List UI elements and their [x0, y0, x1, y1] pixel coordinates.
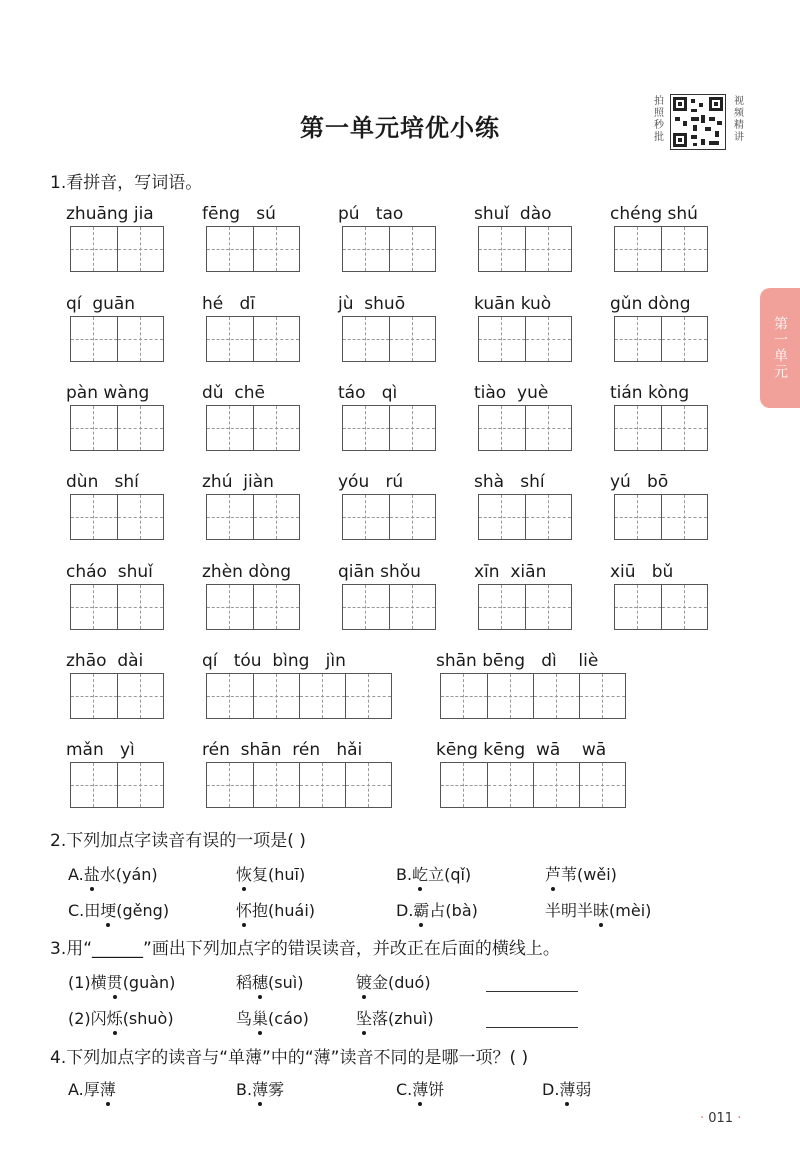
- writing-cell[interactable]: [71, 763, 117, 807]
- q2-option: [545, 862, 617, 885]
- option-text-suffix: 立(qǐ): [428, 865, 472, 884]
- writing-cell[interactable]: [343, 406, 389, 450]
- writing-cell[interactable]: [479, 406, 525, 450]
- writing-cell[interactable]: [207, 227, 253, 271]
- option-text-suffix: 水(yán): [99, 865, 158, 884]
- option-text-prefix: D.: [396, 901, 414, 920]
- pinyin-label: cháo shuǐ: [66, 562, 153, 582]
- option-text-suffix: (mèi): [609, 901, 652, 920]
- pinyin-label: yóu rú: [338, 472, 404, 492]
- writing-cell[interactable]: [71, 227, 117, 271]
- writing-grid: [70, 584, 164, 630]
- dotted-character: 怀: [236, 901, 253, 920]
- option-text-suffix: 抱(huái): [252, 901, 316, 920]
- dotted-character: 昧: [593, 901, 610, 920]
- writing-cell[interactable]: [253, 406, 299, 450]
- writing-grid: [614, 226, 708, 272]
- writing-grid: [70, 405, 164, 451]
- pinyin-label: qí guān: [66, 294, 136, 314]
- writing-cell[interactable]: [345, 763, 391, 807]
- writing-cell[interactable]: [71, 317, 117, 361]
- unit-side-tab-label: 第一单元: [772, 316, 788, 380]
- writing-cell[interactable]: [117, 674, 163, 718]
- pinyin-label: kuān kuò: [474, 294, 552, 314]
- unit-side-tab[interactable]: [760, 288, 800, 408]
- qr-right-text: 视频精讲: [734, 96, 744, 143]
- writing-grid: [342, 584, 436, 630]
- dotted-character: 薄: [412, 1080, 429, 1099]
- dotted-character: 盐: [83, 865, 100, 884]
- writing-grid: [70, 226, 164, 272]
- writing-grid: [342, 316, 436, 362]
- q2-option: [396, 898, 478, 921]
- option-text-suffix: 饼: [428, 1080, 445, 1099]
- pinyin-label: tián kòng: [610, 383, 690, 403]
- pinyin-label: dùn shí: [66, 472, 139, 492]
- qr-section: [652, 94, 748, 150]
- writing-cell[interactable]: [661, 227, 707, 271]
- option-text-suffix: (cáo): [268, 1009, 309, 1028]
- writing-cell[interactable]: [389, 317, 435, 361]
- writing-cell[interactable]: [389, 406, 435, 450]
- pinyin-label: zhú jiàn: [202, 472, 274, 492]
- option-text-suffix: 复(huī): [252, 865, 306, 884]
- writing-cell[interactable]: [525, 406, 571, 450]
- writing-cell[interactable]: [389, 585, 435, 629]
- dotted-character: 恢: [236, 865, 253, 884]
- qr-left-text: 拍照秒批: [654, 96, 664, 143]
- writing-cell[interactable]: [615, 227, 661, 271]
- writing-cell[interactable]: [117, 406, 163, 450]
- dotted-character: 坠: [356, 1009, 373, 1028]
- pinyin-label: xīn xiān: [474, 562, 547, 582]
- option-text-suffix: (suì): [268, 973, 304, 992]
- pinyin-label: pú tao: [338, 204, 404, 224]
- writing-cell[interactable]: [117, 317, 163, 361]
- option-text-prefix: D.: [542, 1080, 560, 1099]
- writing-cell[interactable]: [615, 495, 661, 539]
- option-text-suffix: 雾: [268, 1080, 285, 1099]
- writing-cell[interactable]: [661, 585, 707, 629]
- writing-cell[interactable]: [579, 674, 625, 718]
- pinyin-label: zhāo dài: [66, 651, 144, 671]
- option-text-suffix: (gěng): [116, 901, 170, 920]
- writing-cell[interactable]: [615, 406, 661, 450]
- dotted-character: 穗: [252, 973, 269, 992]
- writing-grid: [478, 494, 572, 540]
- option-text-prefix: 半明半: [545, 901, 594, 920]
- writing-grid: [206, 762, 392, 808]
- q3-item: [68, 1006, 174, 1029]
- writing-cell[interactable]: [389, 227, 435, 271]
- q4-option: [68, 1077, 116, 1100]
- option-text-suffix: 落(zhuì): [372, 1009, 434, 1028]
- pinyin-label: qí tóu bìng jìn: [202, 651, 346, 671]
- q2-option: [236, 898, 315, 921]
- writing-grid: [342, 405, 436, 451]
- writing-cell[interactable]: [253, 495, 299, 539]
- writing-cell[interactable]: [615, 585, 661, 629]
- pinyin-label: gǔn dòng: [610, 294, 691, 314]
- option-text-suffix: 占(bà): [429, 901, 478, 920]
- pinyin-label: chéng shú: [610, 204, 698, 224]
- q3-item: [356, 1006, 434, 1029]
- pinyin-label: kēng kēng wā wā: [436, 740, 607, 760]
- writing-cell[interactable]: [343, 317, 389, 361]
- writing-grid: [440, 673, 626, 719]
- pinyin-label: zhèn dòng: [202, 562, 292, 582]
- pinyin-label: fēng sú: [202, 204, 276, 224]
- writing-cell[interactable]: [345, 674, 391, 718]
- q4-option: [396, 1077, 444, 1100]
- pinyin-label: qiān shǒu: [338, 562, 421, 582]
- option-text-prefix: A.厚: [68, 1080, 100, 1099]
- option-text-prefix: C.: [396, 1080, 413, 1099]
- writing-grid: [70, 762, 164, 808]
- writing-grid: [206, 584, 300, 630]
- q3-item: [356, 970, 431, 993]
- pinyin-label: pàn wàng: [66, 383, 150, 403]
- writing-cell[interactable]: [253, 763, 299, 807]
- writing-cell[interactable]: [207, 763, 253, 807]
- q3-item: [68, 970, 175, 993]
- option-text-prefix: B.: [396, 865, 413, 884]
- q3-item: [236, 1006, 309, 1029]
- option-text-suffix: 金(duó): [372, 973, 431, 992]
- writing-cell[interactable]: [533, 763, 579, 807]
- writing-cell[interactable]: [343, 585, 389, 629]
- writing-cell[interactable]: [525, 227, 571, 271]
- writing-cell[interactable]: [207, 585, 253, 629]
- writing-cell[interactable]: [71, 585, 117, 629]
- dotted-character: 薄: [559, 1080, 576, 1099]
- option-text-suffix: (shuò): [122, 1009, 174, 1028]
- writing-cell[interactable]: [487, 674, 533, 718]
- dotted-character: 镀: [356, 973, 373, 992]
- writing-cell[interactable]: [661, 406, 707, 450]
- dotted-character: 芦: [545, 865, 562, 884]
- writing-cell[interactable]: [479, 495, 525, 539]
- pinyin-label: dǔ chē: [202, 383, 265, 403]
- q3-item: [236, 970, 303, 993]
- pinyin-label: rén shān rén hǎi: [202, 740, 363, 760]
- q4-option: [236, 1077, 284, 1100]
- pinyin-label: shān bēng dì liè: [436, 651, 599, 671]
- writing-cell[interactable]: [207, 406, 253, 450]
- dotted-character: 烁: [106, 1009, 123, 1028]
- pinyin-label: shà shí: [474, 472, 545, 492]
- dotted-character: 巢: [252, 1009, 269, 1028]
- dotted-character: 屹: [412, 865, 429, 884]
- writing-grid: [206, 494, 300, 540]
- writing-cell[interactable]: [479, 317, 525, 361]
- pinyin-label: mǎn yì: [66, 740, 135, 760]
- q2-option: [396, 862, 471, 885]
- writing-cell[interactable]: [207, 317, 253, 361]
- qr-code-icon[interactable]: [670, 94, 726, 150]
- writing-grid: [70, 494, 164, 540]
- writing-cell[interactable]: [299, 763, 345, 807]
- writing-cell[interactable]: [525, 495, 571, 539]
- writing-grid: [70, 316, 164, 362]
- pinyin-label: shuǐ dào: [474, 204, 552, 224]
- writing-cell[interactable]: [207, 495, 253, 539]
- writing-grid: [478, 226, 572, 272]
- dotted-character: 薄: [99, 1080, 116, 1099]
- writing-cell[interactable]: [117, 495, 163, 539]
- writing-grid: [206, 226, 300, 272]
- pinyin-label: xiū bǔ: [610, 562, 674, 582]
- pinyin-label: hé dī: [202, 294, 255, 314]
- option-text-prefix: C.田: [68, 901, 101, 920]
- writing-cell[interactable]: [71, 406, 117, 450]
- option-text-suffix: (guàn): [122, 973, 176, 992]
- q1-heading: 1.看拼音，写词语。: [50, 173, 203, 193]
- answer-blank[interactable]: [486, 1026, 578, 1028]
- writing-cell[interactable]: [579, 763, 625, 807]
- dotted-character: 薄: [252, 1080, 269, 1099]
- writing-cell[interactable]: [525, 585, 571, 629]
- writing-cell[interactable]: [525, 317, 571, 361]
- q4-heading: 4.下列加点字的读音与“单薄”中的“薄”读音不同的是哪一项？( ): [50, 1048, 529, 1068]
- writing-grid: [440, 762, 626, 808]
- answer-blank[interactable]: [486, 990, 578, 992]
- q2-option: [68, 862, 158, 885]
- writing-grid: [342, 494, 436, 540]
- option-text-prefix: 稻: [236, 973, 253, 992]
- option-text-suffix: 苇(wěi): [561, 865, 617, 884]
- writing-cell[interactable]: [71, 674, 117, 718]
- writing-grid: [342, 226, 436, 272]
- option-text-prefix: (2)闪: [68, 1009, 107, 1028]
- pinyin-label: táo qì: [338, 383, 398, 403]
- writing-cell[interactable]: [253, 227, 299, 271]
- writing-grid: [206, 316, 300, 362]
- writing-grid: [478, 316, 572, 362]
- pinyin-label: jù shuō: [338, 294, 406, 314]
- writing-grid: [614, 405, 708, 451]
- page-title: 第一单元培优小练: [300, 114, 500, 142]
- pinyin-label: tiào yuè: [474, 383, 549, 403]
- writing-cell[interactable]: [441, 674, 487, 718]
- dotted-character: 霸: [413, 901, 430, 920]
- writing-cell[interactable]: [71, 495, 117, 539]
- writing-cell[interactable]: [117, 585, 163, 629]
- page-number: · 011 ·: [700, 1111, 742, 1126]
- writing-grid: [614, 494, 708, 540]
- option-text-prefix: (1)横: [68, 973, 107, 992]
- writing-cell[interactable]: [479, 585, 525, 629]
- writing-cell[interactable]: [117, 763, 163, 807]
- q2-option: [68, 898, 169, 921]
- writing-cell[interactable]: [479, 227, 525, 271]
- writing-cell[interactable]: [661, 317, 707, 361]
- dotted-character: 贯: [106, 973, 123, 992]
- option-text-prefix: 鸟: [236, 1009, 253, 1028]
- writing-cell[interactable]: [389, 495, 435, 539]
- pinyin-label: yú bō: [610, 472, 669, 492]
- q2-option: [545, 898, 651, 921]
- q2-heading: 2.下列加点字读音有误的一项是( ): [50, 831, 306, 851]
- writing-grid: [206, 405, 300, 451]
- dotted-character: 埂: [100, 901, 117, 920]
- writing-grid: [206, 673, 392, 719]
- option-text-prefix: A.: [68, 865, 84, 884]
- writing-cell[interactable]: [299, 674, 345, 718]
- writing-cell[interactable]: [253, 585, 299, 629]
- writing-grid: [478, 584, 572, 630]
- writing-cell[interactable]: [207, 674, 253, 718]
- writing-cell[interactable]: [253, 674, 299, 718]
- writing-grid: [478, 405, 572, 451]
- writing-cell[interactable]: [441, 763, 487, 807]
- writing-cell[interactable]: [661, 495, 707, 539]
- writing-grid: [614, 316, 708, 362]
- writing-grid: [70, 673, 164, 719]
- q3-heading: 3.用“______”画出下列加点字的错误读音，并改正在后面的横线上。: [50, 939, 560, 959]
- pinyin-label: zhuāng jia: [66, 204, 154, 224]
- writing-cell[interactable]: [343, 227, 389, 271]
- option-text-suffix: 弱: [575, 1080, 592, 1099]
- writing-cell[interactable]: [253, 317, 299, 361]
- q4-option: [542, 1077, 591, 1100]
- writing-cell[interactable]: [487, 763, 533, 807]
- writing-cell[interactable]: [117, 227, 163, 271]
- writing-grid: [614, 584, 708, 630]
- option-text-prefix: B.: [236, 1080, 253, 1099]
- writing-cell[interactable]: [533, 674, 579, 718]
- writing-cell[interactable]: [615, 317, 661, 361]
- page-number-text: 011: [708, 1111, 734, 1126]
- writing-cell[interactable]: [343, 495, 389, 539]
- q2-option: [236, 862, 305, 885]
